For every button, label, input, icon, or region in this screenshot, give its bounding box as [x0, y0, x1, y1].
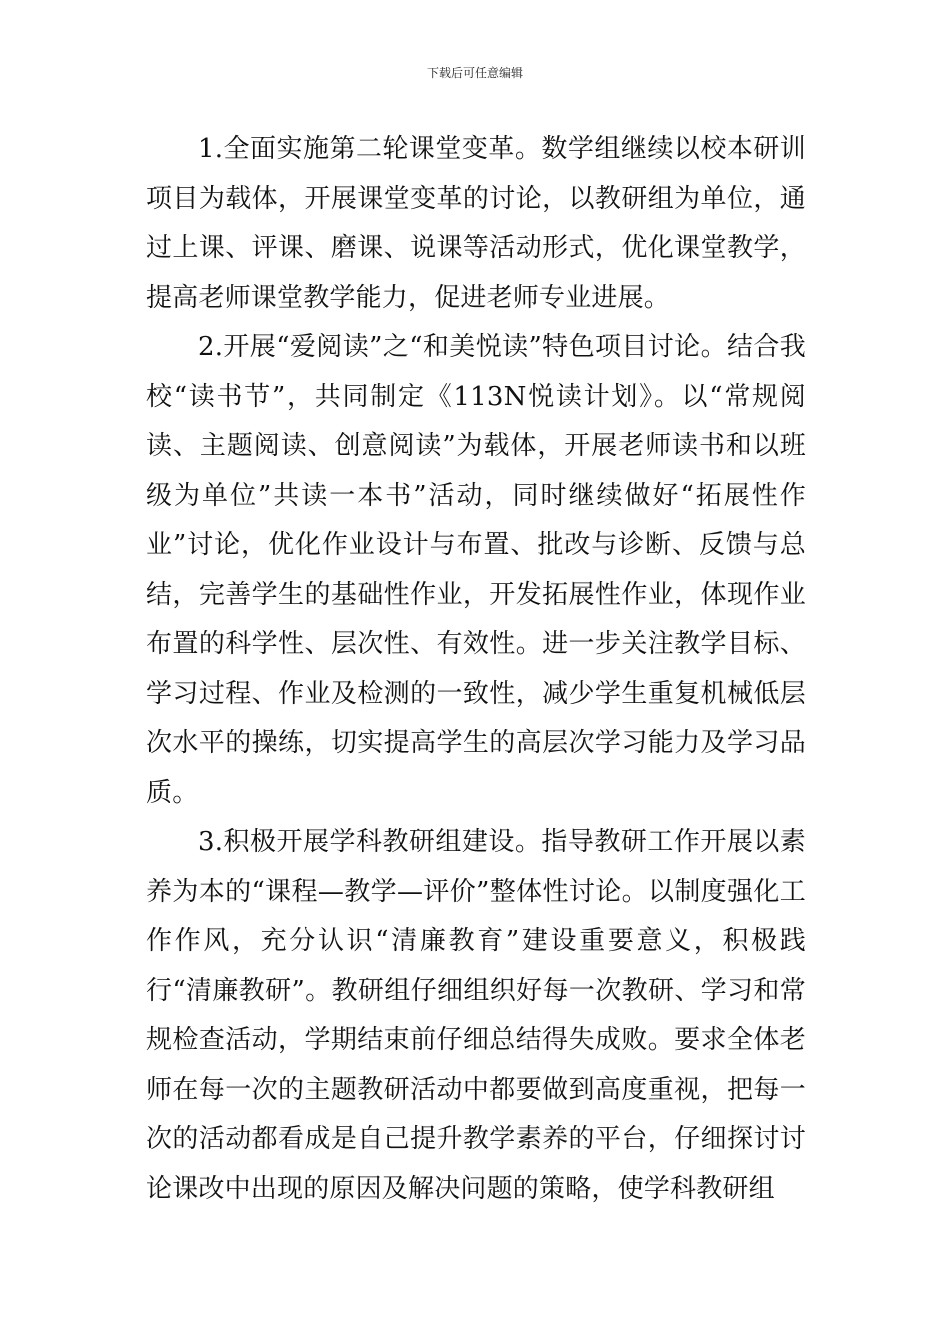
paragraph-2: 2.开展“爱阅读”之“和美悦读”特色项目讨论。结合我校“读书节”，共同制定《113N悦读计划》。以“常规阅读、主题阅读、创意阅读”为载体，开展老师读书和以班级为单位”共读一本书”活动，同时继续做好“拓展性作业”讨论，优化作业设计与布置、批改与诊断、反馈与总结，完善学生的基础性作业，开发拓展性作业，体现作业布置的科学性、层次性、有效性。进一步关注教学目标、学习过程、作业及检测的一致性，减少学生重复机械低层次水平的操练，切实提高学生的高层次学习能力及学习品质。	[146, 332, 806, 808]
page-header-note: 下载后可任意编辑	[426, 66, 523, 80]
paragraph-1: 1.全面实施第二轮课堂变革。数学组继续以校本研训项目为载体，开展课堂变革的讨论，以教研组为单位，通过上课、评课、磨课、说课等活动形式，优化课堂教学，提高老师课堂教学能力，促进老师专业进展。	[146, 134, 806, 313]
document-body	[146, 125, 806, 1214]
paragraph-3: 3.积极开展学科教研组建设。指导教研工作开展以素养为本的“课程—教学—评价”整体性讨论。以制度强化工作作风，充分认识“清廉教育”建设重要意义，积极践行“清廉教研”。教研组仔细组织好每一次教研、学习和常规检查活动，学期结束前仔细总结得失成败。要求全体老师在每一次的主题教研活动中都要做到高度重视，把每一次的活动都看成是自己提升教学素养的平台，仔细探讨讨论课改中出现的原因及解决问题的策略，使学科教研组	[146, 827, 806, 1204]
